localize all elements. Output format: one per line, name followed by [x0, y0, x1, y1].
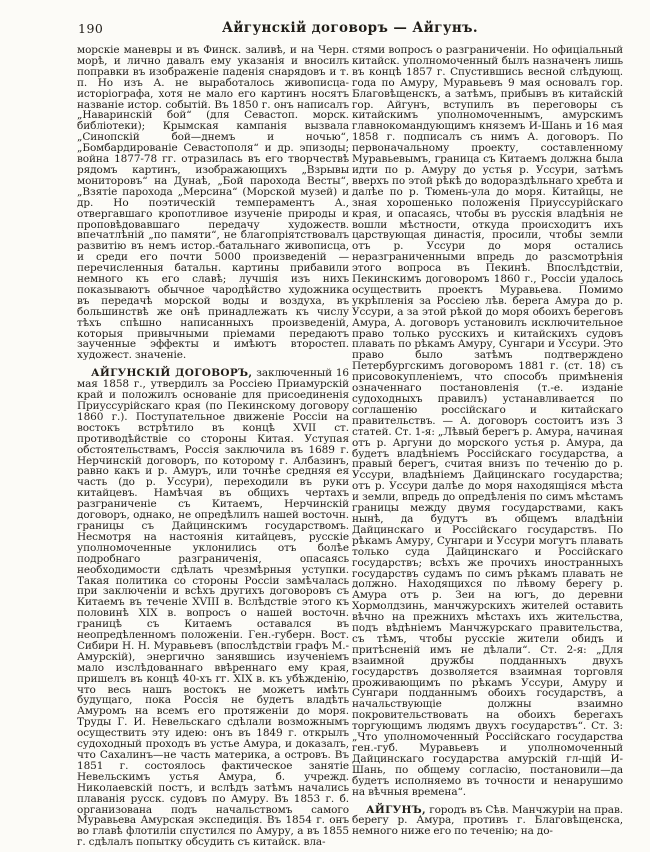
continuation-text-right: стями вопросъ о разграниченіи. Но офиціальный китайск. уполномоченный былъ назначенъ лишь въ концѣ 1857 г. Спустившись весной слѣдующ. года по Амуру, Муравьевъ 9 мая основалъ гор. Благовѣщенскъ, а затѣмъ, прибывъ въ китайскій гор. Айгунъ, вступилъ въ переговоры съ китайскимъ уполномоченнымъ, амурскимъ главнокомандующимъ княземъ И-Шань и 16 мая 1858 г. подписалъ съ нимъ А. договоръ. По первоначальному проекту, составленному Муравьевымъ, граница съ Китаемъ должна была идти по р. Амуру до устья р. Уссури, затѣмъ вверхъ по этой рѣкѣ до водораздѣльнаго хребта и далѣе по р. Тюмень-ула до моря. Китайцы, не зная хорошенько положенія Приуссурійскаго края, и опасаясь, чтобы въ русскія владѣнія не вошли мѣстности, откуда происходитъ ихъ царствующая династія, просили, чтобы земли отъ р. Уссури до моря остались неразграниченными впредь до разсмотрѣнія этого вопроса въ Пекинѣ. Впослѣдствіи, Пекинскимъ договоромъ 1860 г., Россіи удалось осуществить проектъ Муравьева. Помимо укрѣпленія за Россіею лѣв. берега Амура до р. Уссури, а за этой рѣкой до моря обоихъ береговъ Амура, А. договоръ установилъ исключительное право только русскихъ и китайскихъ судовъ плавать по рѣкамъ Амуру, Сунгари и Уссури. Это право было затѣмъ подтверждено Петербургскимъ договоромъ 1881 г. (ст. 18) съ присовокупленіемъ, что способъ примѣненія означеннаго постановленія (т.-е. изданіе судоходныхъ правилъ) устанавливается по соглашенію россійскаго и китайскаго правительствъ. — А. договоръ состоитъ изъ 3 статей. Ст. 1-я: „Лѣвый берегъ р. Амура, начиная отъ р. Аргуни до морского устья р. Амура, да будетъ владѣніемъ Россійскаго государства, а правый берегъ, считая внизъ по теченію до р. Уссури, владѣніемъ Дайцинскаго государства; отъ р. Уссури далѣе до моря находящіяся мѣста и земли, впредь до опредѣленія по симъ мѣстамъ границы между двумя государствами, какъ нынѣ, да будутъ въ общемъ владѣніи Дайцинскаго и Россійскаго государствъ. По рѣкамъ Амуру, Сунгари и Уссури могутъ плавать только суда Дайцинскаго и Россійскаго государствъ; всѣхъ же прочихъ иностранныхъ государствъ судамъ по симъ рѣкамъ плавать не должно. Находящихся по лѣвому берегу р. Амура отъ р. Зеи на югъ, до деревни Хормолдзинь, манчжурскихъ жителей оставить вѣчно на прежнихъ мѣстахъ ихъ жительства, подъ вѣдѣніемъ Манчжурскаго правительства, съ тѣмъ, чтобы русскіе жители обидъ и притѣсненій имъ не дѣлали“. Ст. 2-я: „Для взаимной дружбы подданныхъ двухъ государствъ дозволяется взаимная торговля проживающимъ по рѣкамъ Уссури, Амуру и Сунгари подданнымъ обоихъ государствъ, а начальствующіе должны взаимно покровительствовать на обоихъ берегахъ торгующимъ людямъ двухъ государствъ“. Ст. 3: „Что уполномоченный Россійскаго государства ген.-губ. Муравьевъ и уполномоченный Дайцинскаго государства амурскій гл-щій И-Шань, по общему согласію, постановили—да будетъ исполняемо въ точности и ненарушимо на вѣчныя времена“. [352, 44, 623, 798]
left-column [77, 45, 349, 848]
entry-text-aygun: городъ въ Сѣв. Манчжуріи на прав. берегу р. Амура, противъ г. Благовѣщенска, немного ниже его по теченію; на до- [352, 803, 623, 838]
page-number: 190 [78, 21, 104, 36]
page-header [78, 20, 622, 38]
paragraph-continuation-left [77, 45, 349, 361]
paragraph-continuation-right [352, 45, 623, 798]
continuation-text-left: морскіе маневры и въ Финск. заливѣ, и на Черн. морѣ, и лично давалъ ему указанія и вносилъ поправки въ изображеніе паденія снарядовъ и т. п. Но изъ А. не выработалось живописца-исторіографа, хотя не мало его картинъ носятъ названіе истор. событій. Въ 1850 г. онъ написалъ „Наваринскій бой“ (для Севастоп. морск. библіотеки); Крымская кампанія вызвала „Синопскій бой—днемъ и ночью“, „Бомбардированіе Севастополя“ и др. эпизоды; война 1877-78 гг. отразилась въ его творчествѣ рядомъ картинъ, изображающихъ „Взрывы мониторовъ“ на Дунаѣ, „Бой парохода Весты“, „Взятіе парохода „Мерсина“ (Морской музей) и др. Но поэтическій темпераментъ А., отвергавшаго кропотливое изученіе природы и проповѣдовавшаго передачу художеств. впечатлѣній „по памяти“, не благопріятствовалъ развитію въ немъ истор.-батальнаго живописца, и среди его почти 5000 произведеній — перечисленныя батальн. картины прибавили немного къ его славѣ; лучшія изъ нихъ показываютъ обычное чародѣйство художника въ передачѣ морской воды и воздуха, въ большинствѣ же онѣ принадлежать къ числу тѣхъ спѣшно написанныхъ произведеній, которыя привычными пріемами передаютъ заученные эффекты и имѣютъ второстеп. художест. значеніе. [77, 44, 349, 362]
entry-aygun [352, 805, 623, 838]
entry-text-aygunsky-dogovor: заключенный 16 мая 1858 г., утвердилъ за Россіею Приамурскій край и положилъ основаніе для присоединенія Приуссурійскаго края (по Пекинскому договору 1860 г.). Поступательное движеніе Россіи на востокъ встрѣтило въ концѣ XVII ст. противодѣйствіе со стороны Китая. Уступая обстоятельствамъ, Россія заключила въ 1689 г. Нерчинскій договоръ, по которому г. Албазинъ, равно какъ и р. Амуръ, или точнѣе средняя ея часть (до р. Уссури), переходили въ руки китайцевъ. Намѣчая въ общихъ чертахъ разграниченіе съ Китаемъ, Нерчинскій договоръ, однако, не опредѣлилъ нашей восточн. границы съ Дайцинскимъ государствомъ. Несмотря на настоянія китайцевъ, русскіе уполномоченные уклонились отъ болѣе подробнаго разграниченія, опасаясь необходимости сдѣлать чрезмѣрныя уступки. Такая политика со стороны Россіи замѣчалась при заключеніи и всѣхъ другихъ договоровъ съ Китаемъ въ теченіе XVIII в. Вслѣдствіе этого къ половинѣ XIX в. вопросъ о нашей восточн. границѣ съ Китаемъ оставался въ неопредѣленномъ положеніи. Ген.-губерн. Вост. Сибири Н. Н. Муравьевъ (впослѣдствіи графъ М.-Амурскій), энергично занявшись изученіемъ мало изслѣдованнаго ввѣреннаго ему края, пришелъ въ концѣ 40-хъ гг. XIX в. къ убѣжденію, что весь нашъ востокъ не можетъ имѣть будущаго, пока Россія не будетъ владѣть Амуромъ на всемъ его протяженіи до моря. Труды Г. И. Невельскаго сдѣлали возможнымъ осуществить эту идею: онъ въ 1849 г. открылъ судоходный проходъ въ устье Амура, и доказалъ, что Сахалинъ—не часть материка, а островъ. Въ 1851 г. состоялось фактическое занятіе Невельскимъ устья Амура, б. учрежд. Николаевскій постъ, и вслѣдъ затѣмъ начались плаванія русск. судовъ по Амуру. Въ 1853 г. б. организована подъ начальствомъ самого Муравьева Амурская экспедиція. Въ 1854 г. онъ во главѣ флотиліи спустился по Амуру, а въ 1855 г. сдѣлалъ попытку обсудить съ китайск. вла- [77, 367, 350, 849]
running-title: Айгунскій договоръ — Айгунъ. [221, 20, 479, 36]
entry-term-aygunsky-dogovor: АЙГУНСКІЙ ДОГОВОРЪ, [91, 367, 253, 380]
right-column [352, 45, 623, 837]
entry-term-aygun: АЙГУНЪ, [366, 803, 426, 816]
entry-aygunsky-dogovor [77, 368, 349, 848]
